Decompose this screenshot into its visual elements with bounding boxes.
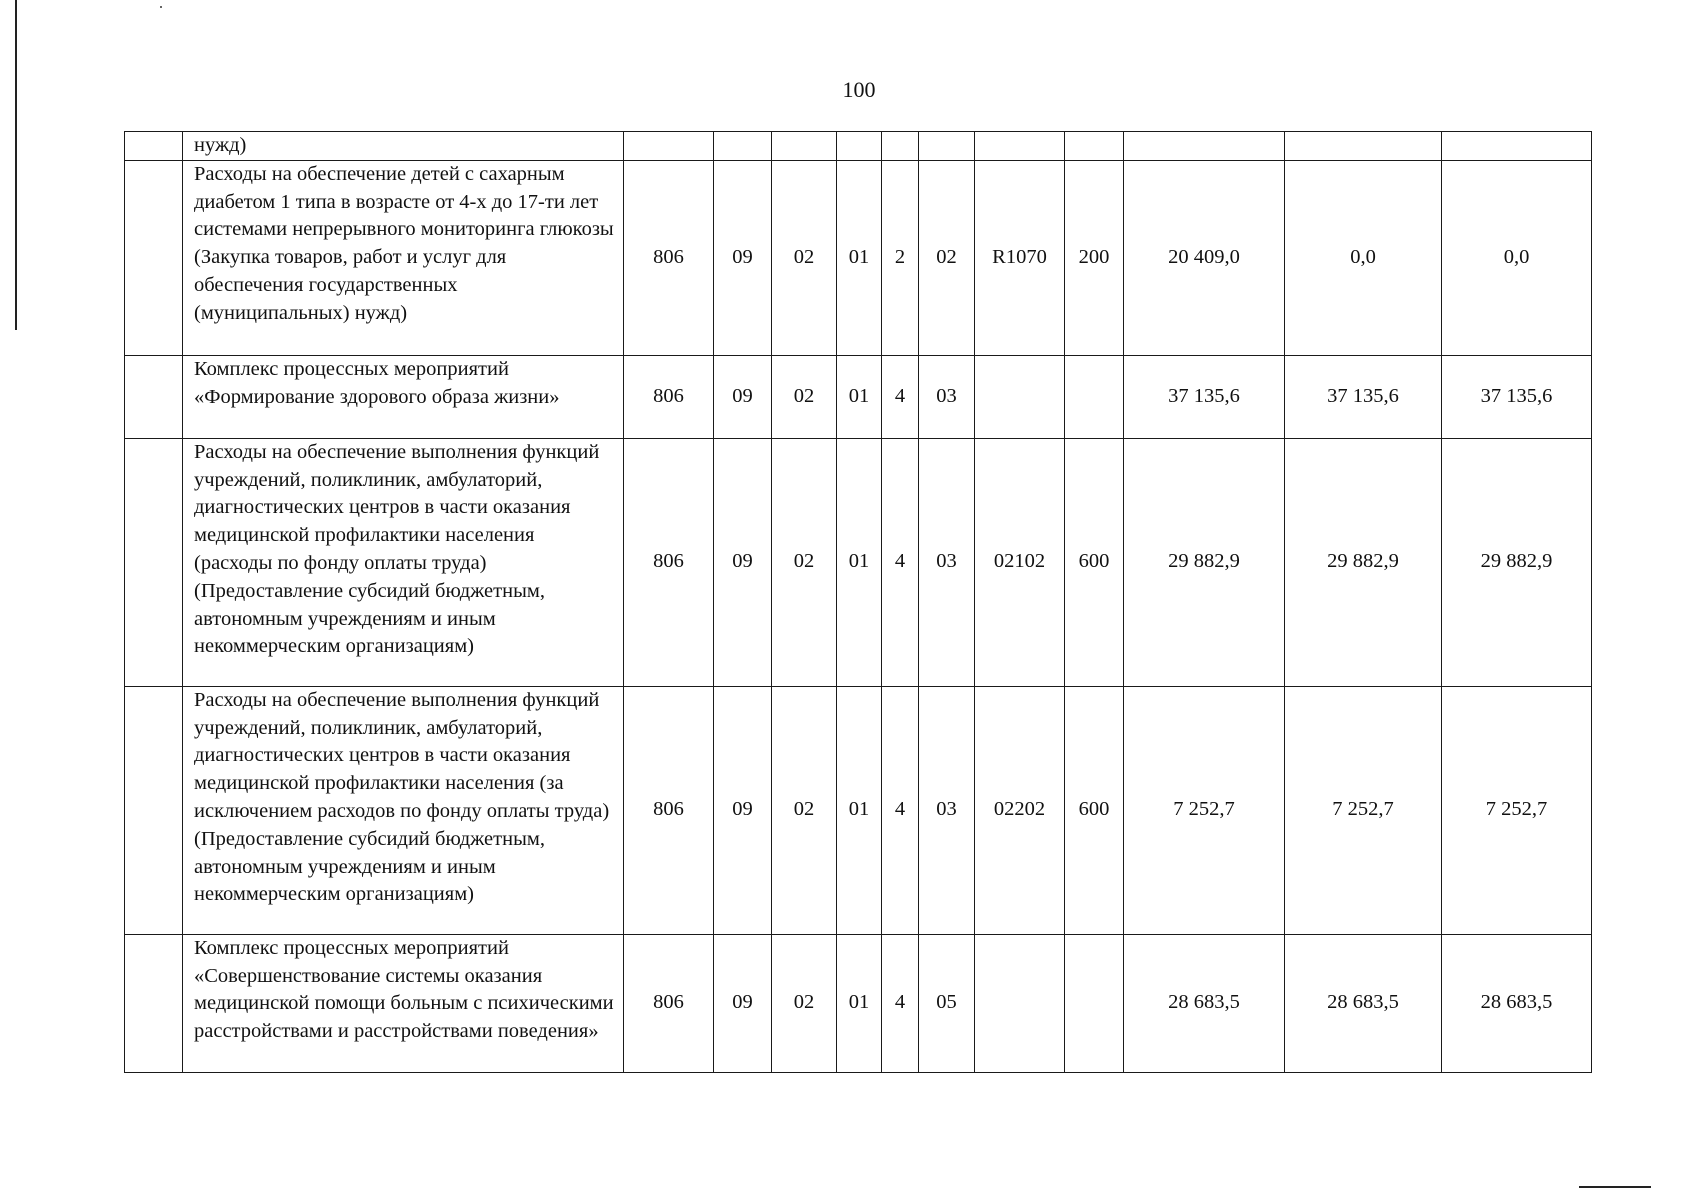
amount-year1-cell: 20 409,0 <box>1124 160 1285 355</box>
expense-type-cell <box>1065 934 1124 1072</box>
subprogram-type-cell: 4 <box>882 355 919 438</box>
expense-type-cell: 200 <box>1065 160 1124 355</box>
amount-year1-cell: 7 252,7 <box>1124 686 1285 934</box>
subprogram-type-cell: 4 <box>882 934 919 1072</box>
program-cell: 01 <box>837 686 882 934</box>
section-cell: 09 <box>714 160 772 355</box>
amount-year2-cell: 7 252,7 <box>1285 686 1442 934</box>
subsection-cell: 02 <box>772 934 837 1072</box>
amount-year3-cell <box>1442 132 1592 161</box>
amount-year2-cell <box>1285 132 1442 161</box>
activity-cell: 03 <box>919 438 975 686</box>
activity-cell: 03 <box>919 686 975 934</box>
direction-cell: 02202 <box>975 686 1065 934</box>
amount-year3-cell: 37 135,6 <box>1442 355 1592 438</box>
ministry-code-cell: 806 <box>624 438 714 686</box>
amount-year2-cell: 28 683,5 <box>1285 934 1442 1072</box>
ministry-code-cell: 806 <box>624 686 714 934</box>
ministry-code-cell: 806 <box>624 934 714 1072</box>
direction-cell: 02102 <box>975 438 1065 686</box>
subprogram-type-cell: 2 <box>882 160 919 355</box>
amount-year3-cell: 28 683,5 <box>1442 934 1592 1072</box>
expense-name-cell: Расходы на обеспечение выполнения функций учреждений, поликлиник, амбулаторий, диагностических центров в части оказания медицинской профилактики населения (расходы по фонду оплаты труда) (Предоставление субсидий бюджетным, автономным учреждениям и иным некоммерческим организациям) <box>183 438 624 686</box>
program-cell: 01 <box>837 160 882 355</box>
amount-year3-cell: 7 252,7 <box>1442 686 1592 934</box>
row-number-cell <box>125 132 183 161</box>
expense-name-cell: нужд) <box>183 132 624 161</box>
direction-cell <box>975 355 1065 438</box>
program-cell <box>837 132 882 161</box>
subsection-cell: 02 <box>772 686 837 934</box>
subprogram-type-cell <box>882 132 919 161</box>
section-cell: 09 <box>714 438 772 686</box>
amount-year3-cell: 29 882,9 <box>1442 438 1592 686</box>
expense-type-cell <box>1065 132 1124 161</box>
amount-year2-cell: 29 882,9 <box>1285 438 1442 686</box>
program-cell: 01 <box>837 934 882 1072</box>
program-cell: 01 <box>837 355 882 438</box>
scan-speck <box>160 6 162 8</box>
expense-type-cell <box>1065 355 1124 438</box>
budget-table <box>124 131 1592 1073</box>
section-cell: 09 <box>714 686 772 934</box>
expense-name-cell: Комплекс процессных мероприятий «Совершенствование системы оказания медицинской помощи больным с психическими расстройствами и расстройствами поведения» <box>183 934 624 1072</box>
row-number-cell <box>125 686 183 934</box>
row-number-cell <box>125 355 183 438</box>
budget-table-body <box>125 132 1592 1073</box>
activity-cell: 05 <box>919 934 975 1072</box>
expense-name-cell: Расходы на обеспечение выполнения функций учреждений, поликлиник, амбулаторий, диагностических центров в части оказания медицинской профилактики населения (за исключением расходов по фонду оплаты труда) (Предоставление субсидий бюджетным, автономным учреждениям и иным некоммерческим организациям) <box>183 686 624 934</box>
row-number-cell <box>125 934 183 1072</box>
amount-year2-cell: 37 135,6 <box>1285 355 1442 438</box>
subsection-cell: 02 <box>772 355 837 438</box>
amount-year2-cell: 0,0 <box>1285 160 1442 355</box>
amount-year1-cell <box>1124 132 1285 161</box>
activity-cell: 03 <box>919 355 975 438</box>
ministry-code-cell: 806 <box>624 160 714 355</box>
expense-type-cell: 600 <box>1065 686 1124 934</box>
row-number-cell <box>125 160 183 355</box>
row-number-cell <box>125 438 183 686</box>
amount-year1-cell: 28 683,5 <box>1124 934 1285 1072</box>
amount-year1-cell: 29 882,9 <box>1124 438 1285 686</box>
subprogram-type-cell: 4 <box>882 438 919 686</box>
ministry-code-cell: 806 <box>624 355 714 438</box>
amount-year3-cell: 0,0 <box>1442 160 1592 355</box>
program-cell: 01 <box>837 438 882 686</box>
activity-cell <box>919 132 975 161</box>
table-row <box>125 934 1592 1072</box>
scan-edge-mark <box>15 0 17 330</box>
direction-cell <box>975 934 1065 1072</box>
direction-cell <box>975 132 1065 161</box>
ministry-code-cell <box>624 132 714 161</box>
expense-name-cell: Расходы на обеспечение детей с сахарным диабетом 1 типа в возрасте от 4-х до 17-ти лет системами непрерывного мониторинга глюкозы (Закупка товаров, работ и услуг для обеспечения государственных (муниципальных) нужд) <box>183 160 624 355</box>
table-row <box>125 160 1592 355</box>
amount-year1-cell: 37 135,6 <box>1124 355 1285 438</box>
section-cell: 09 <box>714 934 772 1072</box>
table-row <box>125 132 1592 161</box>
direction-cell: R1070 <box>975 160 1065 355</box>
subsection-cell <box>772 132 837 161</box>
section-cell: 09 <box>714 355 772 438</box>
table-row <box>125 438 1592 686</box>
subprogram-type-cell: 4 <box>882 686 919 934</box>
expense-name-cell: Комплекс процессных мероприятий «Формирование здорового образа жизни» <box>183 355 624 438</box>
table-row <box>125 355 1592 438</box>
subsection-cell: 02 <box>772 160 837 355</box>
section-cell <box>714 132 772 161</box>
scan-edge-mark-bottom <box>1579 1186 1651 1188</box>
table-row <box>125 686 1592 934</box>
subsection-cell: 02 <box>772 438 837 686</box>
page-number: 100 <box>842 77 876 102</box>
activity-cell: 02 <box>919 160 975 355</box>
expense-type-cell: 600 <box>1065 438 1124 686</box>
